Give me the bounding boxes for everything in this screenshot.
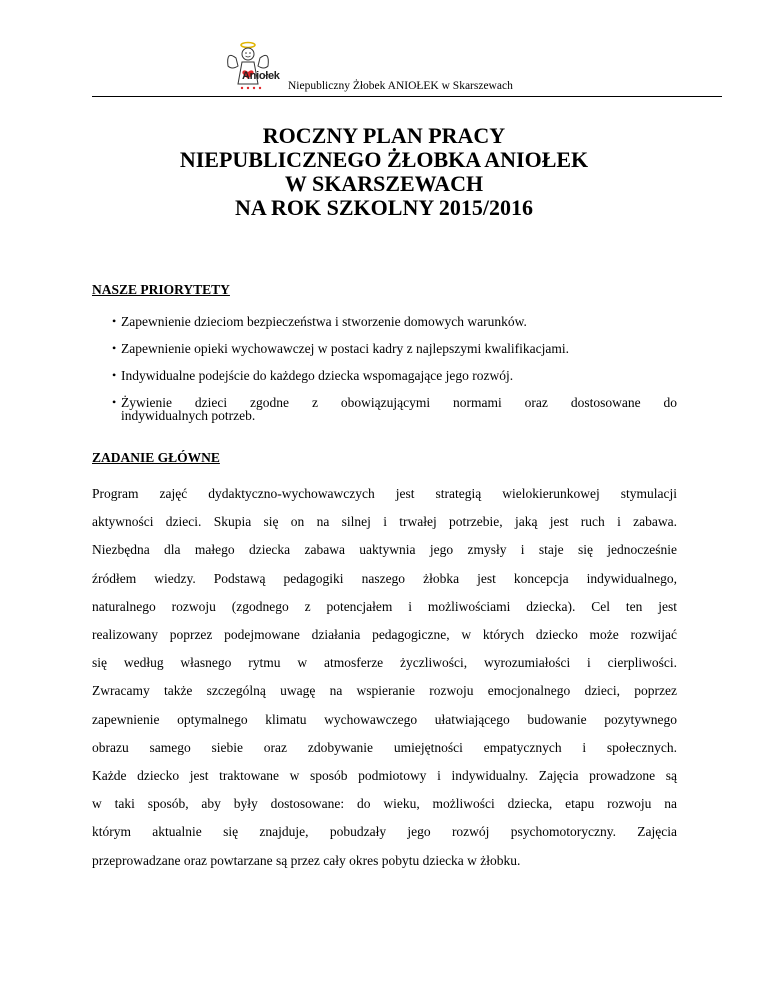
angel-icon <box>222 40 284 96</box>
paragraph-line: zapewnienie optymalnego klimatu wychowawczego ułatwiającego budowanie pozytywnego <box>92 711 677 727</box>
title-line: W SKARSZEWACH <box>284 171 484 196</box>
angel-logo <box>222 40 284 96</box>
paragraph-line: Niezbędna dla małego dziecka zabawa uaktywnia jego zmysły i staje się jednocześnie <box>92 542 677 558</box>
list-item: • Zapewnienie opieki wychowawczej w postaci kadry z najlepszymi kwalifikacjami. <box>92 335 677 362</box>
header-text: Niepubliczny Żłobek ANIOŁEK w Skarszewach <box>288 80 513 92</box>
title-line: NIEPUBLICZNEGO ŻŁOBKA ANIOŁEK <box>179 147 589 172</box>
paragraph-line: którym aktualnie się znajduje, pobudzały jego rozwój psychomotoryczny. Zajęcia <box>92 824 677 840</box>
list-item: • Żywienie dzieci zgodne z obowiązującymi normami oraz dostosowane do <box>92 389 677 416</box>
main-task-paragraph <box>92 480 677 875</box>
priorities-heading: NASZE PRIORYTETY <box>92 282 230 297</box>
paragraph-line: się według własnego rytmu w atmosferze życzliwości, wyrozumiałości i cierpliwości. <box>92 655 677 671</box>
list-item: • Indywidualne podejście do każdego dziecka wspomagające jego rozwój. <box>92 362 677 389</box>
paragraph-line: przeprowadzane oraz powtarzane są przez cały okres pobytu dziecka w żłobku. <box>92 852 521 868</box>
main-task-heading: ZADANIE GŁÓWNE <box>92 450 220 465</box>
paragraph-line: Każde dziecko jest traktowane w sposób podmiotowy i indywidualny. Zajęcia prowadzone są <box>92 768 677 784</box>
paragraph-line: źródłem wiedzy. Podstawą pedagogiki naszego żłobka jest koncepcja indywidualnego, <box>92 570 677 586</box>
title-line: NA ROK SZKOLNY 2015/2016 <box>234 195 534 220</box>
page-header <box>92 40 722 97</box>
list-item-continuation: indywidualnych potrzeb. <box>121 408 256 423</box>
list-item: • Zapewnienie dzieciom bezpieczeństwa i stworzenie domowych warunków. <box>92 308 677 335</box>
paragraph-line: obrazu samego siebie oraz zdobywanie umiejętności empatycznych i społecznych. <box>92 739 677 755</box>
paragraph-line: w taki sposób, aby były dostosowane: do wieku, możliwości dziecka, etapu rozwoju na <box>92 796 677 812</box>
paragraph-line: naturalnego rozwoju (zgodnego z potencjałem i możliwościami dziecka). Cel ten jest <box>92 598 677 614</box>
page-title <box>0 124 768 220</box>
logo-text: Aniołek <box>242 70 280 82</box>
priorities-list <box>92 308 677 416</box>
paragraph-line: aktywności dzieci. Skupia się on na silnej i trwałej potrzebie, jaką jest ruch i zabawa. <box>92 514 677 530</box>
paragraph-line: realizowany poprzez podejmowane działania pedagogiczne, w których dziecko może rozwijać <box>92 627 677 643</box>
title-line: ROCZNY PLAN PRACY <box>262 123 506 148</box>
paragraph-line: Program zajęć dydaktyczno-wychowawczych jest strategią wielokierunkowej stymulacji <box>92 486 677 501</box>
paragraph-line: Zwracamy także szczególną uwagę na wspieranie rozwoju emocjonalnego dzieci, poprzez <box>92 683 677 699</box>
